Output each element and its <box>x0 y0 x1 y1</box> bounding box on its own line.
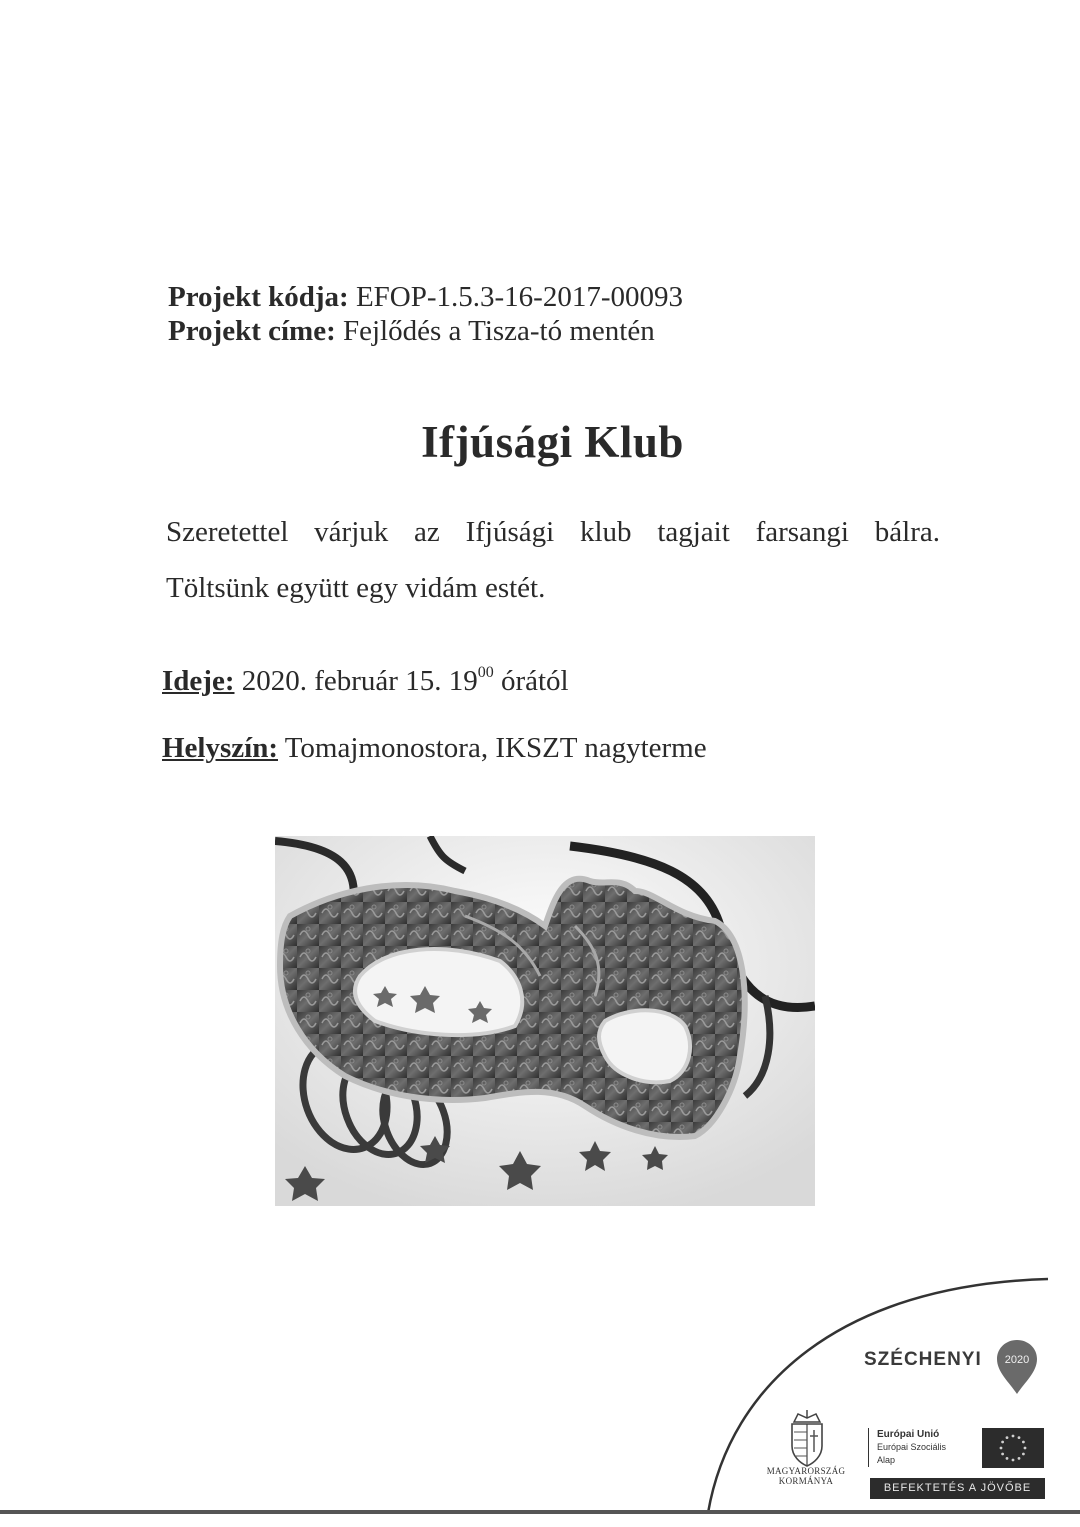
project-title-label: Projekt címe: <box>168 315 336 347</box>
eu-label <box>868 1428 946 1467</box>
invitation-text <box>166 504 940 616</box>
carnival-mask-image <box>275 836 815 1206</box>
event-time-date: 2020. február 15. 19 <box>241 665 478 697</box>
project-title-line <box>168 314 655 348</box>
page-bottom-edge <box>0 1510 1080 1514</box>
szechenyi-label: SZÉCHENYI <box>864 1349 982 1370</box>
eu-line-2: Európai Szociális <box>877 1442 947 1452</box>
event-time-suffix: órától <box>493 665 569 697</box>
project-code-value: EFOP-1.5.3-16-2017-00093 <box>355 281 683 313</box>
government-line-2: KORMÁNYA <box>778 1476 834 1486</box>
government-label <box>760 1466 852 1486</box>
carnival-mask-drawing <box>275 836 815 1206</box>
eu-flag-icon <box>982 1428 1044 1468</box>
project-code-label: Projekt kódja: <box>168 281 349 313</box>
eu-stars-ring <box>982 1428 1044 1468</box>
event-time-label: Ideje: <box>162 665 235 697</box>
szechenyi-bubble-icon <box>995 1338 1039 1396</box>
project-title-value: Fejlődés a Tisza-tó mentén <box>343 315 655 347</box>
event-time-sup: 00 <box>477 664 494 681</box>
invest-banner: BEFEKTETÉS A JÖVŐBE <box>870 1478 1045 1499</box>
event-location-label: Helyszín: <box>162 732 278 764</box>
event-location-value: Tomajmonostora, IKSZT nagyterme <box>284 732 707 764</box>
invitation-line-2: Töltsünk együtt egy vidám estét. <box>166 572 546 604</box>
page-title: Ifjúsági Klub <box>421 417 684 467</box>
eu-line-3: Alap <box>877 1455 896 1465</box>
szechenyi-year: 2020 <box>1004 1354 1030 1366</box>
event-time <box>162 665 569 698</box>
invitation-line-1: Szeretettel várjuk az Ifjúsági klub tagjait farsangi bálra. <box>166 516 940 548</box>
hungarian-coat-of-arms-icon <box>786 1410 828 1468</box>
eu-line-1: Európai Unió <box>877 1429 940 1440</box>
project-code-line <box>168 280 683 314</box>
government-line-1: MAGYARORSZÁG <box>766 1466 846 1476</box>
event-location <box>162 732 707 765</box>
